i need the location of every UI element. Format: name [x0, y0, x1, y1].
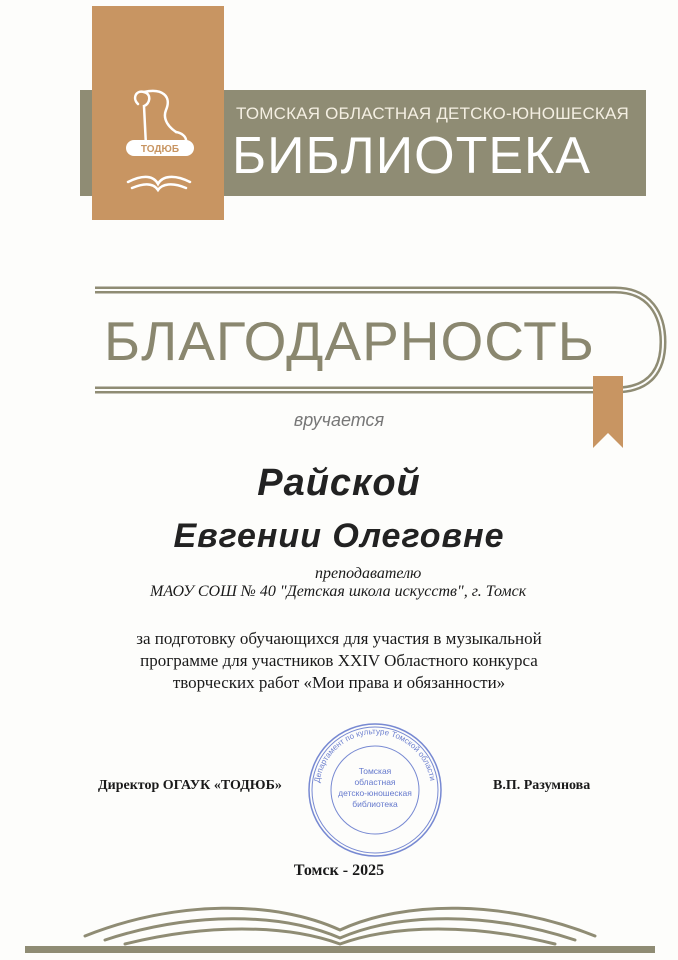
- stamp-line: Томская: [358, 766, 392, 776]
- stamp-outer-text: Департамент по культуре Томской области: [312, 726, 438, 784]
- recipient-surname: Райской: [257, 462, 421, 504]
- official-stamp: [305, 720, 445, 860]
- logo-label: ТОДЮБ: [140, 144, 180, 155]
- award-reason: [0, 628, 678, 694]
- recipient-position: преподавателю: [315, 565, 422, 582]
- stamp-line: областная: [354, 777, 396, 787]
- recipient-organization: МАОУ СОШ № 40 "Детская школа искусств", г. Томск: [150, 583, 527, 600]
- place-and-year: Томск - 2025: [293, 862, 385, 879]
- stamp-line: библиотека: [352, 799, 398, 809]
- signer-name: В.П. Разумнова: [493, 778, 591, 793]
- library-name-line2: БИБЛИОТЕКА: [232, 127, 591, 185]
- library-logo: [92, 6, 224, 220]
- open-book-decoration: [25, 878, 655, 958]
- reason-line: творческих работ «Мои права и обязанности»: [172, 673, 506, 692]
- recipient-given-names: Евгении Олеговне: [173, 517, 505, 555]
- stamp-line: детско-юношеская: [338, 788, 412, 798]
- library-name-line1: ТОМСКАЯ ОБЛАСТНАЯ ДЕТСКО-ЮНОШЕСКАЯ: [236, 104, 630, 123]
- scroll-book-icon: [92, 6, 224, 220]
- bottom-band: [25, 946, 655, 953]
- reason-line: за подготовку обучающихся для участия в музыкальной: [136, 629, 542, 648]
- signer-title: Директор ОГАУК «ТОДЮБ»: [98, 778, 282, 793]
- certificate-title: БЛАГОДАРНОСТЬ: [104, 310, 595, 372]
- reason-line: программе для участников XXIV Областного конкурса: [140, 651, 538, 670]
- presented-label: вручается: [293, 410, 385, 430]
